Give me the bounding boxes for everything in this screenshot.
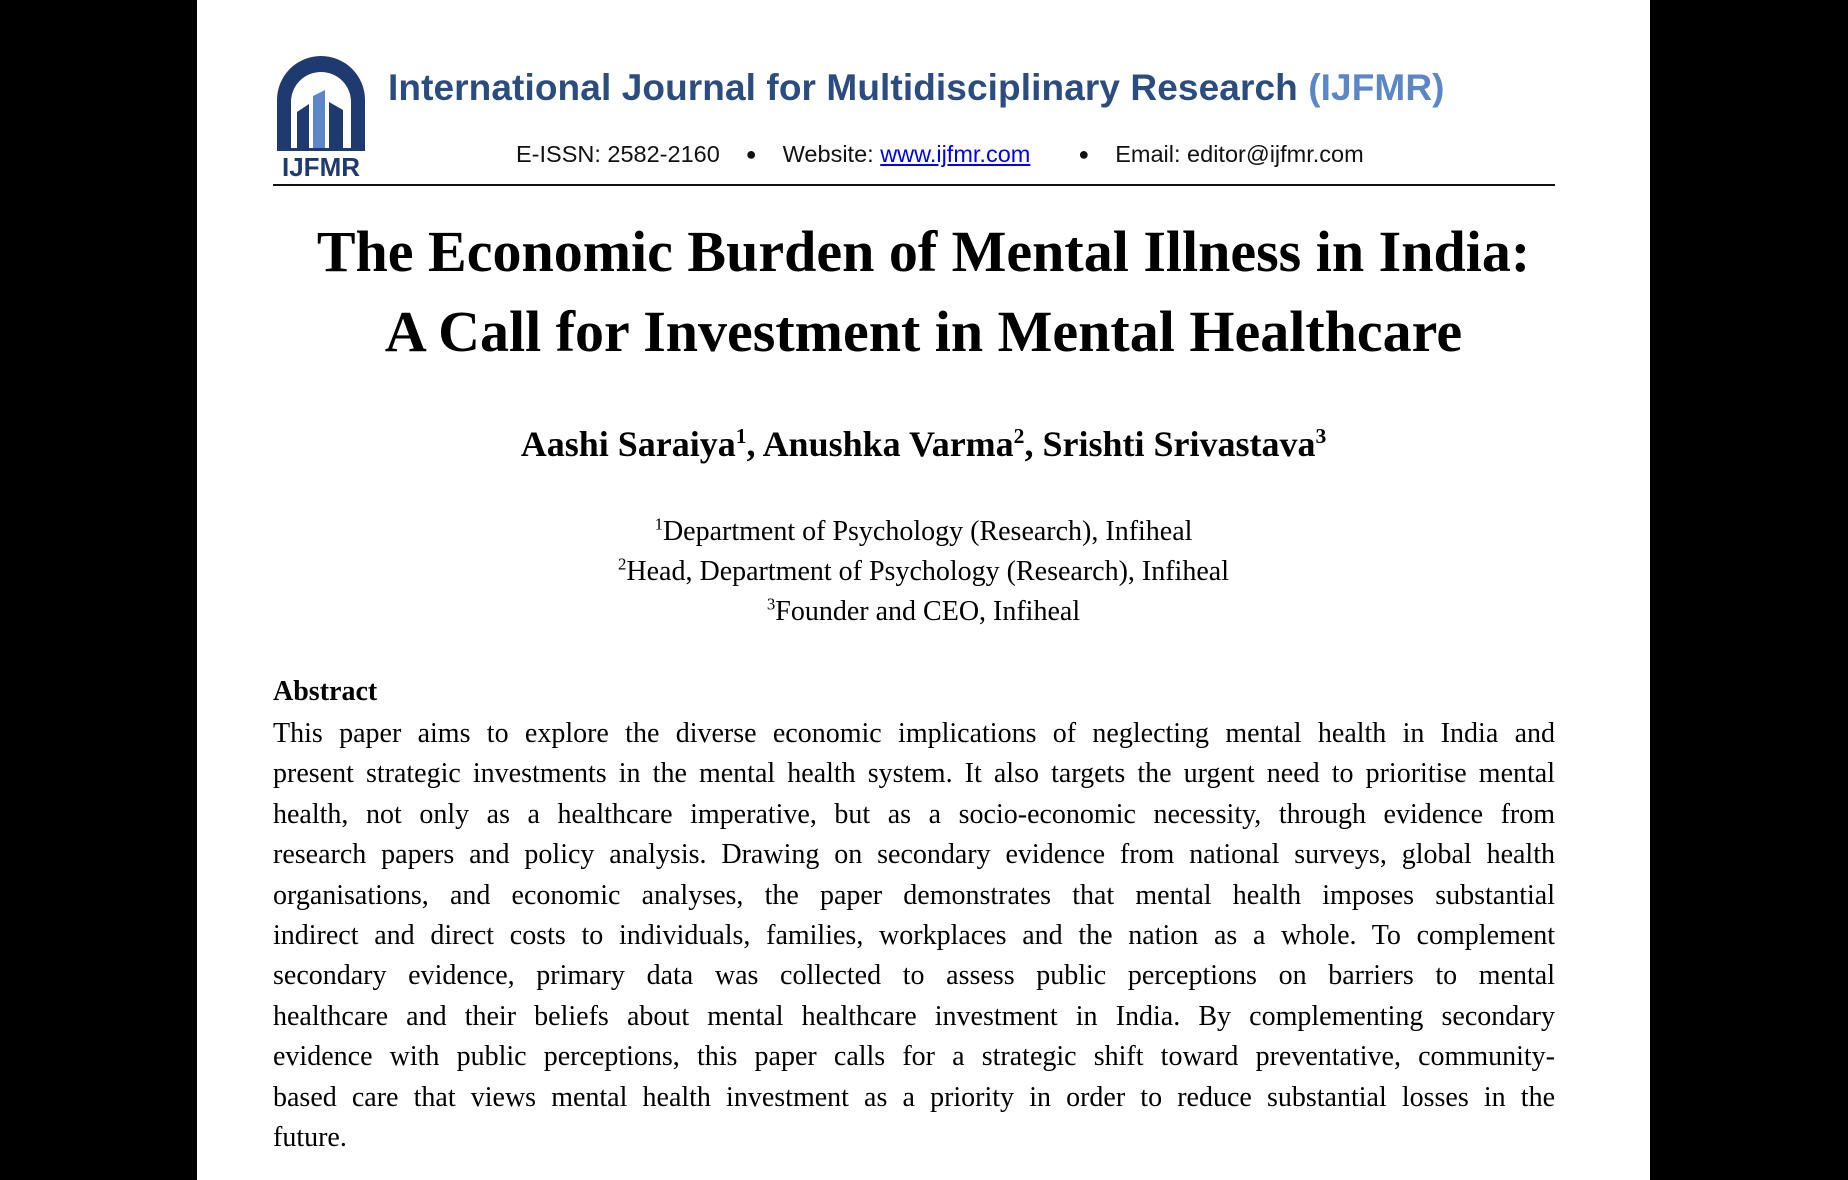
bullet-icon: ● <box>1078 144 1090 164</box>
author-sup: 3 <box>1315 424 1327 448</box>
author-sup: 1 <box>735 424 747 448</box>
abstract-line: evidence with public perceptions, this paper calls for a strategic shift toward preventative, community- <box>273 1041 1555 1073</box>
abstract-line: This paper aims to explore the diverse economic implications of neglecting mental health in India and <box>273 718 1555 749</box>
bullet-icon: ● <box>745 144 757 164</box>
abstract-line: research papers and policy analysis. Drawing on secondary evidence from national surveys, global health <box>273 839 1555 871</box>
website-label: Website: <box>782 141 881 167</box>
abstract-heading: Abstract <box>273 676 378 707</box>
svg-text:IJFMR: IJFMR <box>282 152 360 178</box>
affiliation-1: $^1$Department of Psychology (Research), Infiheal <box>654 514 1193 547</box>
abstract-line: health, not only as a healthcare imperative, but as a socio-economic necessity, through evidence from <box>273 798 1555 830</box>
abstract-line: healthcare and their beliefs about mental healthcare investment in India. By complementing secondary <box>273 1000 1555 1032</box>
affiliation-2: $^2$Head, Department of Psychology (Research), Infiheal <box>618 554 1229 587</box>
author-name: Anushka Varma <box>762 424 1014 464</box>
ijfmr-logo-icon <box>273 56 369 178</box>
abstract-line: secondary evidence, primary data was collected to assess public perceptions on barriers to mental <box>273 960 1555 992</box>
paper-title-line-1: The Economic Burden of Mental Illness in India: <box>316 219 1531 284</box>
abstract-line: indirect and direct costs to individuals, families, workplaces and the nation as a whole. To complement <box>273 919 1555 951</box>
author-sup: 2 <box>1013 424 1025 448</box>
journal-abbr: (IJFMR) <box>1308 67 1445 108</box>
author-name: Aashi Saraiya <box>520 424 736 464</box>
abstract-line: organisations, and economic analyses, the paper demonstrates that mental health imposes substantial <box>273 879 1555 911</box>
author-list: Aashi Saraiya$^1$, Anushka Varma$^2$, Srishti Srivastava$^3$ <box>520 424 1327 464</box>
affiliation-3: $^3$Founder and CEO, Infiheal <box>766 594 1081 627</box>
website-link[interactable]: www.ijfmr.com <box>880 141 1031 167</box>
email: Email: editor@ijfmr.com <box>1115 141 1364 167</box>
abstract-line: based care that views mental health investment as a priority in order to reduce substantial losses in the <box>273 1081 1555 1113</box>
journal-info-line <box>516 141 1364 168</box>
journal-name: International Journal for Multidisciplinary Research <box>388 67 1298 108</box>
header-divider <box>273 184 1555 186</box>
abstract-line: present strategic investments in the mental health system. It also targets the urgent need to prioritise mental <box>273 758 1555 790</box>
abstract-body <box>273 714 1555 1158</box>
paper-title-line-2: A Call for Investment in Mental Healthcare <box>384 299 1463 364</box>
journal-title <box>388 67 1445 109</box>
document-page <box>197 0 1650 1180</box>
abstract-line: future. <box>273 1121 347 1153</box>
eissn: E-ISSN: 2582-2160 <box>516 141 720 167</box>
author-name: Srishti Srivastava <box>1042 424 1316 464</box>
